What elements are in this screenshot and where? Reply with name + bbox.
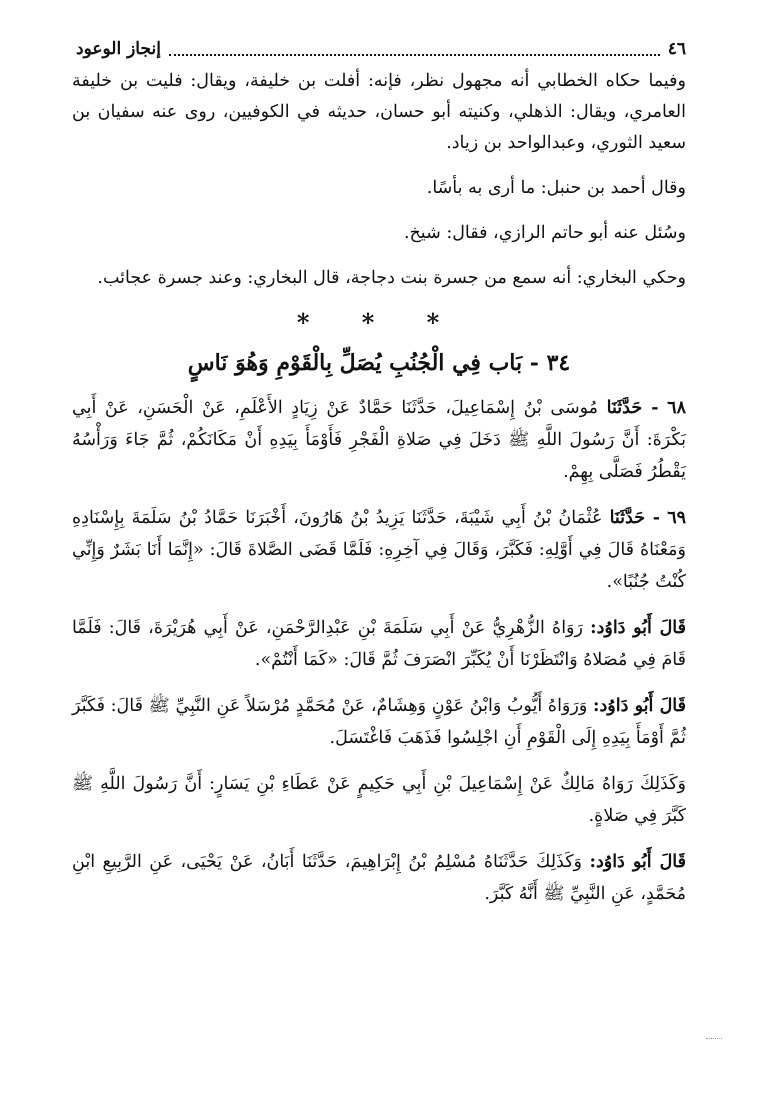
note-lead: قَالَ أَبُو دَاوُد: <box>593 696 686 716</box>
intro-paragraph: وقال أحمد بن حنبل: ما أرى به بأسًا. <box>426 178 686 198</box>
page-body <box>72 66 686 924</box>
hadith-lead: حَدَّثَنَا <box>609 508 646 528</box>
intro-paragraph: وحكي البخاري: أنه سمع من جسرة بنت دجاجة، قال البخاري: وعند جسرة عجائب. <box>97 268 686 288</box>
hadith-text: مُوسَى بْنُ إِسْمَاعِيلَ، حَدَّثَنَا حَمَّادٌ عَنْ زِيَادٍ الأَعْلَمِ، عَنْ الْحَسَنِ، عَنْ أَبِي بَكْرَةَ: أَنَّ رَسُولَ اللَّهِ ﷺ دَخَلَ فِي صَلاةِ الْفَجْرِ فَأَوْمَأَ بِيَدِهِ أَنْ مَكَانَكُمْ، ثُمَّ جَاءَ وَرَأْسُهُ يَقْطُرُ فَصَلَّى بِهِمْ. <box>72 398 686 482</box>
book-title: إنجاز الوعود <box>76 39 161 59</box>
hadith-number: ٦٩ <box>667 508 686 528</box>
hadith-lead: حَدَّثَنَا <box>606 398 643 418</box>
hadith-text: عُثْمَانُ بْنُ أَبِي شَيْبَةَ، حَدَّثَنَا يَزِيدُ بْنُ هَارُونَ، أَخْبَرَنَا حَمَّادُ بْنُ سَلَمَةَ بِإِسْنَادِهِ وَمَعْنَاهُ قَالَ فِي أَوَّلِهِ: فَكَبَّرَ، وَقَالَ فِي آخِرِهِ: فَلَمَّا قَضَى الصَّلاةَ قَالَ: «إِنَّمَا أَنَا بَشَرٌ وَإِنِّي كُنْتُ جُنُبًا». <box>72 508 686 592</box>
note-text: وَكَذَلِكَ رَوَاهُ مَالِكٌ عَنْ إِسْمَاعِيلَ بْنِ أَبِي حَكِيمٍ عَنْ عَطَاءِ بْنِ يَسَارٍ: أَنَّ رَسُولَ اللَّهِ ﷺ كَبَّرَ فِي صَلاةٍ. <box>72 774 686 826</box>
hadith-paragraph: ٦٩ - حَدَّثَنَا عُثْمَانُ بْنُ أَبِي شَيْبَةَ، حَدَّثَنَا يَزِيدُ بْنُ هَارُونَ، أَخْبَرَنَا حَمَّادُ بْنُ سَلَمَةَ بِإِسْنَادِهِ وَمَعْنَاهُ قَالَ فِي أَوَّلِهِ: فَكَبَّرَ، وَقَالَ فِي آخِرِهِ: فَلَمَّا قَضَى الصَّلاةَ قَالَ: «إِنَّمَا أَنَا بَشَرٌ وَإِنِّي كُنْتُ جُنُبًا». <box>72 508 686 592</box>
note-text: وَرَوَاهُ أَيُّوبُ وَابْنُ عَوْنٍ وَهِشَامٌ، عَنْ مُحَمَّدٍ مُرْسَلاً عَنِ النَّبِيِّ ﷺ قَالَ: فَكَبَّرَ ثُمَّ أَوْمَأَ بِيَدِهِ إِلَى الْقَوْمِ أَنِ اجْلِسُوا فَذَهَبَ فَاغْتَسَلَ. <box>72 696 686 748</box>
hadith-paragraph: ٦٨ - حَدَّثَنَا مُوسَى بْنُ إِسْمَاعِيلَ، حَدَّثَنَا حَمَّادٌ عَنْ زِيَادٍ الأَعْلَمِ، عَنْ الْحَسَنِ، عَنْ أَبِي بَكْرَةَ: أَنَّ رَسُولَ اللَّهِ ﷺ دَخَلَ فِي صَلاةِ الْفَجْرِ فَأَوْمَأَ بِيَدِهِ أَنْ مَكَانَكُمْ، ثُمَّ جَاءَ وَرَأْسُهُ يَقْطُرُ فَصَلَّى بِهِمْ. <box>72 398 686 482</box>
chapter-title: ٣٤ - بَاب فِي الْجُنُبِ يُصَلِّ بِالْقَوْمِ وَهُوَ نَاسٍ <box>187 350 571 376</box>
intro-paragraph: وفيما حكاه الخطابي أنه مجهول نظر، فإنه: أفلت بن خليفة، ويقال: فليت بن خليفة العامري، ويقال: الذهلي، وكنيته أبو حسان، حديثه في الكوفيين، روى عنه سفيان بن سعيد الثوري، وعبدالواحد بن زياد. <box>72 71 686 153</box>
section-separator-stars: * * * <box>296 308 462 337</box>
page-number: ٤٦ <box>667 39 686 59</box>
page-header <box>76 34 686 64</box>
note-text: رَوَاهُ الزُّهْرِيُّ عَنْ أَبِي سَلَمَةَ بْنِ عَبْدِالرَّحْمَنِ، عَنْ أَبِي هُرَيْرَةَ، قَالَ: فَلَمَّا قَامَ فِي مُصَلاهُ وَانْتَظَرْنَا أَنْ يُكَبِّرَ انْصَرَفَ ثُمَّ قَالَ: «كَمَا أَنْتُمْ». <box>72 618 686 670</box>
note-text: وَكَذَلِكَ حَدَّثَنَاهُ مُسْلِمُ بْنُ إِبْرَاهِيمَ، حَدَّثَنَا أَبَانُ، عَنْ يَحْيَى، عَنِ الرَّبِيعِ ابْنِ مُحَمَّدٍ، عَنِ النَّبِيِّ ﷺ أَنَّهُ كَبَّرَ. <box>72 852 686 904</box>
hadith-number: ٦٨ <box>667 398 686 418</box>
note-lead: قَالَ أَبُو دَاوُد: <box>589 852 686 872</box>
abu-dawud-note <box>72 690 686 754</box>
note-lead: قَالَ أَبُو دَاوُد: <box>590 618 686 638</box>
intro-paragraph: وسُئل عنه أبو حاتم الرازي، فقال: شيخ. <box>403 223 686 243</box>
header-dotted-leader <box>169 42 660 56</box>
page-corner-mark <box>706 1038 722 1041</box>
abu-dawud-note <box>72 846 686 910</box>
abu-dawud-note <box>72 768 686 832</box>
abu-dawud-note <box>72 612 686 676</box>
